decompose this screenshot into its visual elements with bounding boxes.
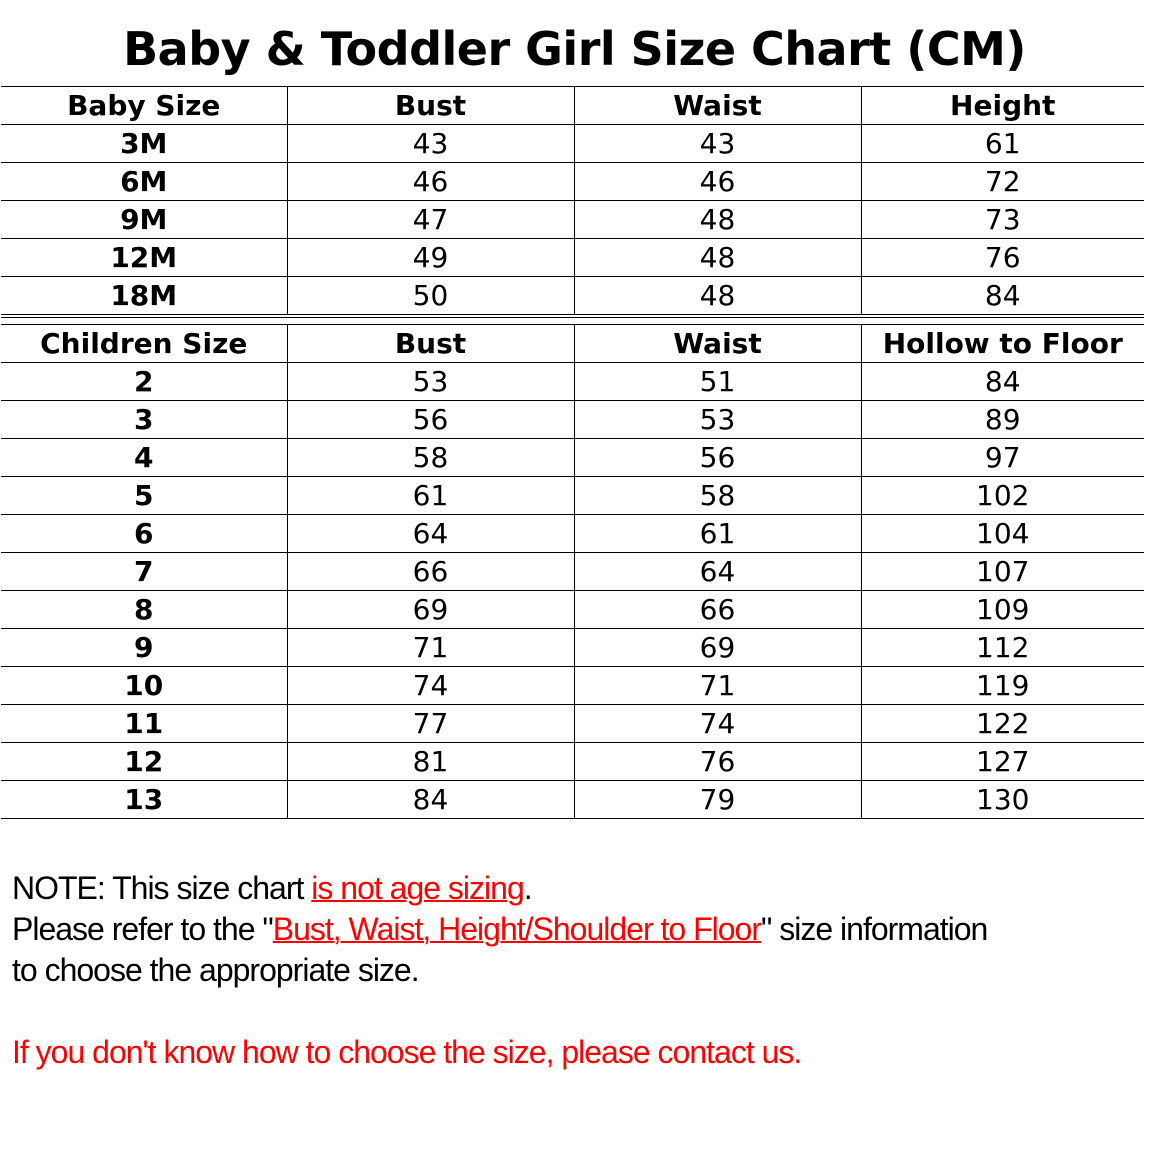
- measurement-cell: 71: [287, 629, 574, 667]
- column-header: Children Size: [1, 325, 287, 363]
- measurement-cell: 50: [287, 277, 574, 315]
- note-line-1: [12, 868, 1142, 909]
- size-label-cell: 12M: [1, 239, 287, 277]
- measurement-cell: 64: [574, 553, 861, 591]
- measurement-cell: 49: [287, 239, 574, 277]
- measurement-cell: 48: [574, 277, 861, 315]
- measurement-cell: 71: [574, 667, 861, 705]
- measurement-cell: 61: [574, 515, 861, 553]
- children-size-row: [1, 477, 1144, 515]
- note-line-3: to choose the appropriate size.: [12, 952, 419, 988]
- table-header-row: [1, 87, 1144, 125]
- size-label-cell: 2: [1, 363, 287, 401]
- measurement-cell: 84: [287, 781, 574, 819]
- children-size-row: [1, 401, 1144, 439]
- measurement-cell: 53: [287, 363, 574, 401]
- size-label-cell: 7: [1, 553, 287, 591]
- size-label-cell: 5: [1, 477, 287, 515]
- measurement-cell: 89: [861, 401, 1144, 439]
- contact-note: If you don't know how to choose the size, please contact us.: [12, 1034, 802, 1070]
- children-size-row: [1, 743, 1144, 781]
- measurement-cell: 76: [574, 743, 861, 781]
- column-header: Waist: [574, 87, 861, 125]
- size-label-cell: 6: [1, 515, 287, 553]
- measurement-cell: 58: [287, 439, 574, 477]
- note-text: .: [523, 870, 532, 906]
- size-label-cell: 6M: [1, 163, 287, 201]
- measurement-cell: 72: [861, 163, 1144, 201]
- measurement-cell: 79: [574, 781, 861, 819]
- children-size-row: [1, 515, 1144, 553]
- baby-size-table: [1, 86, 1144, 315]
- measurement-cell: 109: [861, 591, 1144, 629]
- measurement-cell: 119: [861, 667, 1144, 705]
- size-label-cell: 12: [1, 743, 287, 781]
- children-size-row: [1, 553, 1144, 591]
- size-label-cell: 13: [1, 781, 287, 819]
- measurement-cell: 66: [287, 553, 574, 591]
- children-size-row: [1, 363, 1144, 401]
- measurement-cell: 77: [287, 705, 574, 743]
- measurement-cell: 56: [574, 439, 861, 477]
- column-header: Hollow to Floor: [861, 325, 1144, 363]
- measurement-cell: 122: [861, 705, 1144, 743]
- baby-size-row: [1, 239, 1144, 277]
- measurement-cell: 74: [287, 667, 574, 705]
- measurement-cell: 56: [287, 401, 574, 439]
- column-header: Waist: [574, 325, 861, 363]
- measurement-cell: 69: [574, 629, 861, 667]
- column-header: Bust: [287, 87, 574, 125]
- note-text: NOTE: This size chart: [12, 870, 312, 906]
- measurement-cell: 107: [861, 553, 1144, 591]
- measurement-cell: 43: [287, 125, 574, 163]
- measurement-cell: 58: [574, 477, 861, 515]
- measurement-cell: 47: [287, 201, 574, 239]
- size-label-cell: 9M: [1, 201, 287, 239]
- measurement-cell: 64: [287, 515, 574, 553]
- measurement-cell: 43: [574, 125, 861, 163]
- size-label-cell: 3M: [1, 125, 287, 163]
- children-size-row: [1, 667, 1144, 705]
- children-size-row: [1, 591, 1144, 629]
- measurement-cell: 84: [861, 277, 1144, 315]
- note-text: " size information: [761, 911, 988, 947]
- baby-size-row: [1, 277, 1144, 315]
- page-title: Baby & Toddler Girl Size Chart (CM): [123, 22, 1026, 76]
- measurement-cell: 74: [574, 705, 861, 743]
- children-size-row: [1, 629, 1144, 667]
- measurement-cell: 84: [861, 363, 1144, 401]
- note-text: Please refer to the ": [12, 911, 273, 947]
- measurement-cell: 46: [574, 163, 861, 201]
- size-label-cell: 18M: [1, 277, 287, 315]
- size-label-cell: 11: [1, 705, 287, 743]
- note-highlight: is not age sizing: [311, 870, 524, 906]
- baby-size-row: [1, 201, 1144, 239]
- measurement-cell: 48: [574, 201, 861, 239]
- table-header-row: [1, 325, 1144, 363]
- size-label-cell: 10: [1, 667, 287, 705]
- measurement-cell: 61: [861, 125, 1144, 163]
- measurement-cell: 48: [574, 239, 861, 277]
- baby-size-row: [1, 125, 1144, 163]
- measurement-cell: 127: [861, 743, 1144, 781]
- measurement-cell: 53: [574, 401, 861, 439]
- children-size-row: [1, 439, 1144, 477]
- measurement-cell: 46: [287, 163, 574, 201]
- measurement-cell: 66: [574, 591, 861, 629]
- note-line-2: [12, 909, 1142, 950]
- children-size-row: [1, 705, 1144, 743]
- measurement-cell: 61: [287, 477, 574, 515]
- measurement-cell: 130: [861, 781, 1144, 819]
- measurement-cell: 112: [861, 629, 1144, 667]
- column-header: Bust: [287, 325, 574, 363]
- notes-block: [12, 868, 1142, 991]
- measurement-cell: 81: [287, 743, 574, 781]
- size-label-cell: 8: [1, 591, 287, 629]
- note-highlight: Bust, Waist, Height/Shoulder to Floor: [272, 911, 761, 947]
- column-header: Baby Size: [1, 87, 287, 125]
- column-header: Height: [861, 87, 1144, 125]
- baby-size-row: [1, 163, 1144, 201]
- table-divider: [1, 317, 1144, 318]
- measurement-cell: 97: [861, 439, 1144, 477]
- size-label-cell: 3: [1, 401, 287, 439]
- children-size-row: [1, 781, 1144, 819]
- measurement-cell: 51: [574, 363, 861, 401]
- measurement-cell: 104: [861, 515, 1144, 553]
- measurement-cell: 76: [861, 239, 1144, 277]
- measurement-cell: 69: [287, 591, 574, 629]
- children-size-table: [1, 324, 1144, 819]
- measurement-cell: 73: [861, 201, 1144, 239]
- size-label-cell: 9: [1, 629, 287, 667]
- size-label-cell: 4: [1, 439, 287, 477]
- measurement-cell: 102: [861, 477, 1144, 515]
